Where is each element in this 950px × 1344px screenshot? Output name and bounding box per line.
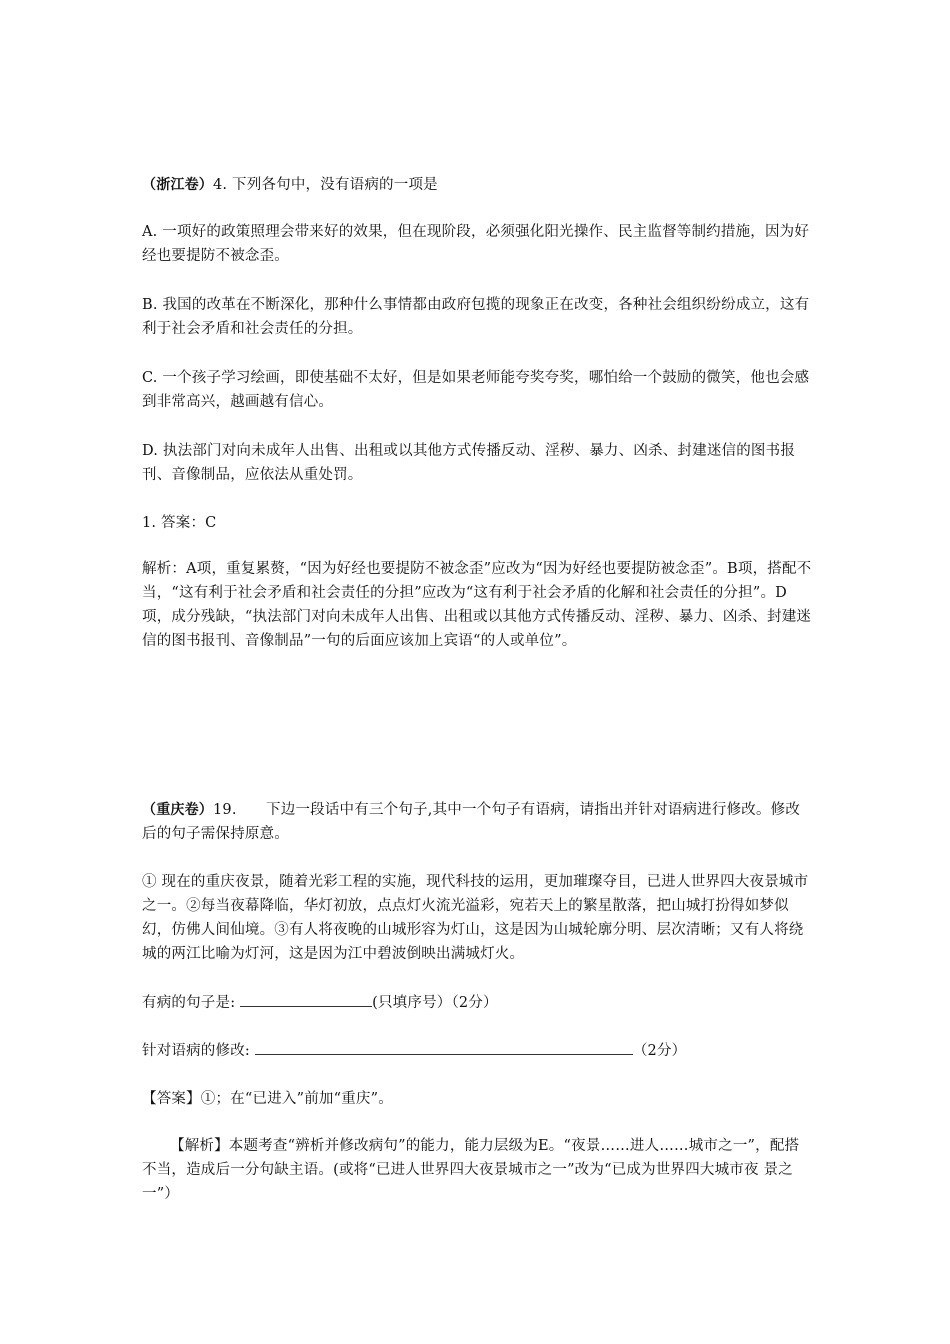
q1-source: （浙江卷）: [142, 177, 213, 193]
q1-option-b: B. 我国的改革在不断深化，那种什么事情都由政府包揽的现象正在改变，各种社会组织纷纷成立，这有利于社会矛盾和社会责任的分担。: [142, 297, 810, 337]
q2-passage: ① 现在的重庆夜景，随着光彩工程的实施，现代科技的运用，更加璀璨夺目，已进人世界四大夜景城市之一。②每当夜幕降临，华灯初放，点点灯火流光溢彩，宛若天上的繁星散落，把山城打扮得如梦似幻，仿佛人间仙境。③有人将夜晚的山城形容为灯山，这是因为山城轮廓分明、层次清晰；又有人将绕城的两江比喻为灯河，这是因为江中碧波倒映出满城灯火。: [142, 874, 809, 962]
q2-source: （重庆卷）: [142, 802, 213, 818]
q1-explanation: 解析：A项，重复累赘，“因为好经也要提防不被念歪”应改为“因为好经也要提防被念歪”。B项，搭配不当，“这有利于社会矛盾和社会责任的分担”应改为“这有利于社会矛盾的化解和社会责任的分担”。D项，成分残缺，“执法部门对向未成年人出售、出租或以其他方式传播反动、淫秽、暴力、凶杀、封建迷信的图书报刊、音像制品”一句的后面应该加上宾语“的人或单位”。: [142, 561, 812, 649]
q2-fill-correction: [142, 1039, 686, 1063]
q1-option-d: D. 执法部门对向未成年人出售、出租或以其他方式传播反动、淫秽、暴力、凶杀、封建迷信的图书报刊、音像制品，应依法从重处罚。: [142, 443, 796, 483]
q2-fill-sentence: [142, 991, 498, 1015]
q2-answer: 【答案】①；在“已进入”前加“重庆”。: [142, 1091, 393, 1107]
q2-fill2-prefix: 针对语病的修改:: [142, 1043, 250, 1059]
q2-explanation: 【解析】本题考查“辨析并修改病句”的能力，能力层级为E。“夜景……进人……城市之一”，配搭不当，造成后一分句缺主语。(或将“已进人世界四大夜景城市之一”改为“已成为世界四大城市夜 景之一”）: [142, 1138, 800, 1202]
q2-fill2-suffix: （2分）: [632, 1043, 687, 1059]
q2-title: [142, 798, 812, 846]
q1-title: [142, 173, 438, 197]
q2-fill1-prefix: 有病的句子是:: [142, 995, 236, 1011]
answer-blank-2[interactable]: [255, 1040, 633, 1055]
q1-option-a: A. 一项好的政策照理会带来好的效果，但在现阶段，必须强化阳光操作、民主监督等制约措施，因为好经也要提防不被念歪。: [142, 224, 810, 264]
q1-answer: 1. 答案：C: [142, 515, 217, 531]
q1-question: 4. 下列各句中，没有语病的一项是: [213, 177, 438, 193]
q2-question: 19. 下边一段话中有三个句子,其中一个句子有语病，请指出并针对语病进行修改。修改后的句子需保持原意。: [142, 802, 801, 842]
q1-option-c: C. 一个孩子学习绘画，即使基础不太好，但是如果老师能夸奖夸奖，哪怕给一个鼓励的微笑，他也会感到非常高兴，越画越有信心。: [142, 370, 810, 410]
answer-blank-1[interactable]: [240, 992, 372, 1007]
q2-fill1-suffix: (只填序号）（2分）: [372, 995, 498, 1011]
